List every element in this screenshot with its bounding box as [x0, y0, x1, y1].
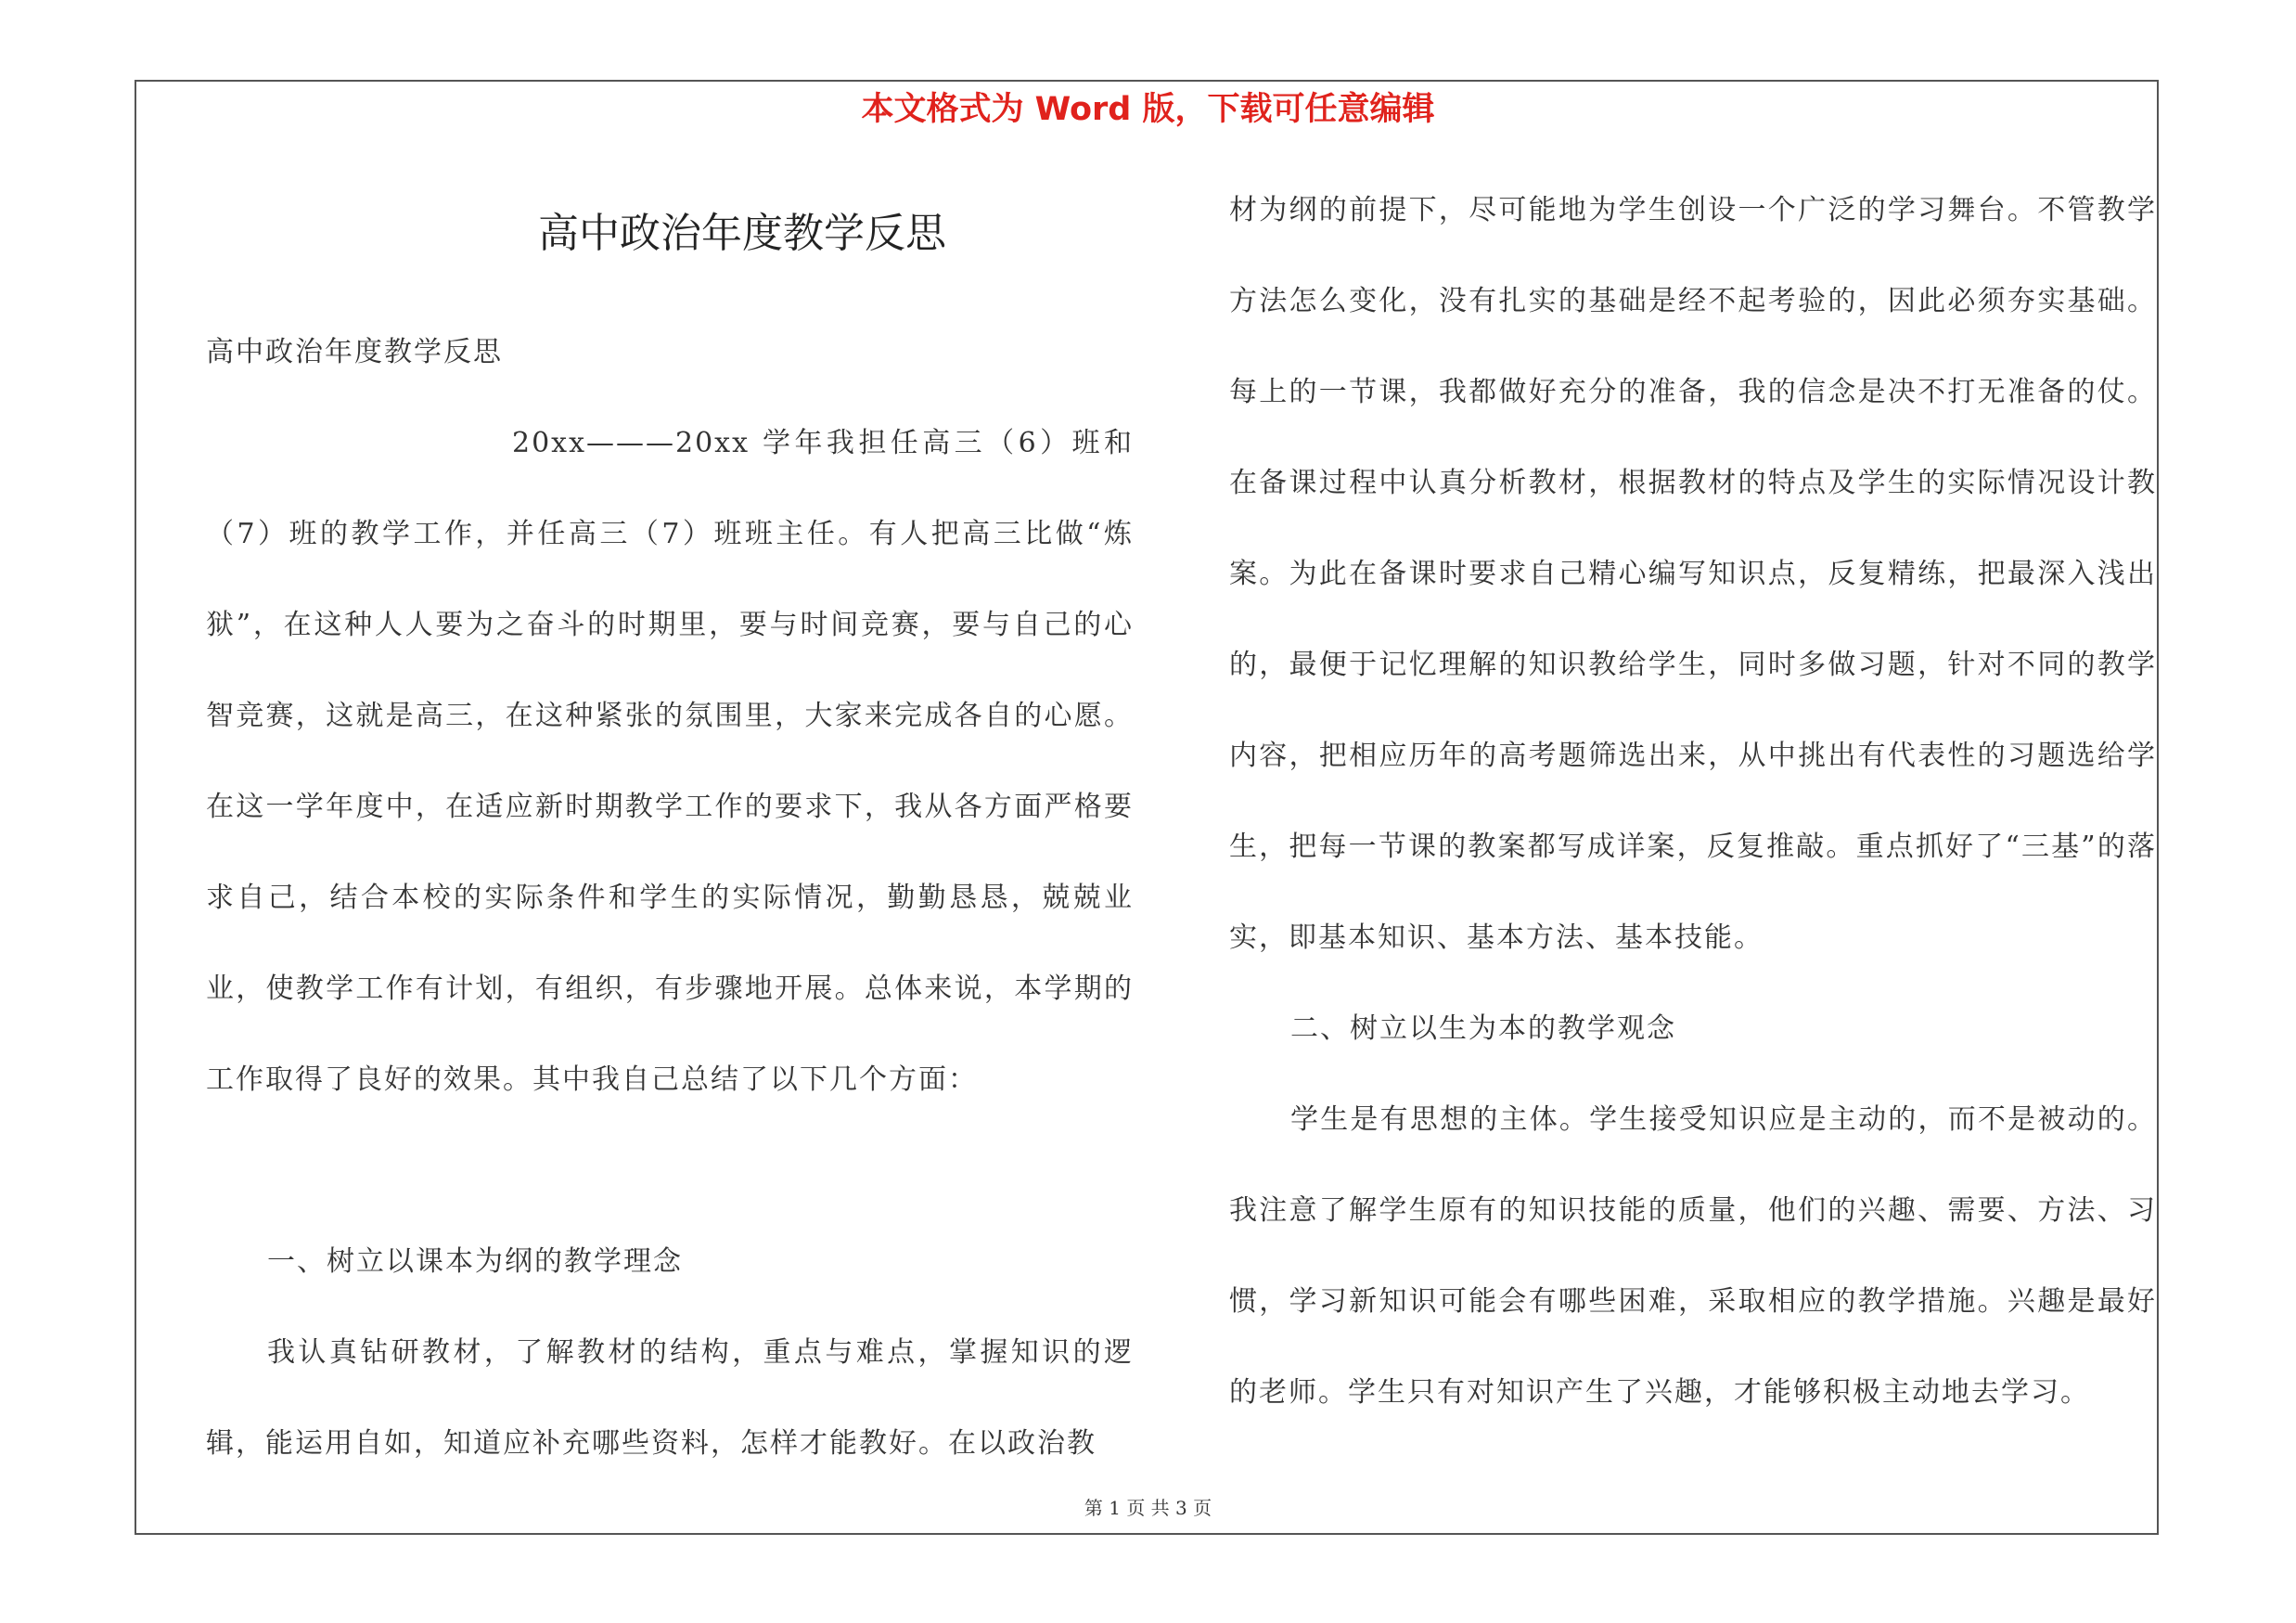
document-subtitle: 高中政治年度教学反思 [206, 336, 503, 368]
paragraph-section-2: 学生是有思想的主体。学生接受知识应是主动的，而不是被动的。我注意了解学生原有的知识技能的质量，他们的兴趣、需要、方法、习惯，学习新知识可能会有哪些困难，采取相应的教学措施。兴趣是最好的老师。学生只有对知识产生了兴趣，才能够积极主动地去学习。 [1229, 1103, 2157, 1409]
paragraph-section-1: 我认真钻研教材，了解教材的结构，重点与难点，掌握知识的逻辑，能运用自如，知道应补充哪些资料，怎样才能教好。在以政治教 [206, 1336, 1134, 1460]
section-heading-1: 一、树立以课本为纲的教学理念 [267, 1245, 683, 1278]
paragraph-section-1-continued: 材为纲的前提下，尽可能地为学生创设一个广泛的学习舞台。不管教学方法怎么变化，没有扎实的基础是经不起考验的，因此必须夯实基础。每上的一节课，我都做好充分的准备，我的信念是决不打无准备的仗。在备课过程中认真分析教材，根据教材的特点及学生的实际情况设计教案。为此在备课时要求自己精心编写知识点，反复精练，把最深入浅出的，最便于记忆理解的知识教给学生，同时多做习题，针对不同的教学内容，把相应历年的高考题筛选出来，从中挑出有代表性的习题选给学生，把每一节课的教案都写成详案，反复推敲。重点抓好了“三基”的落实，即基本知识、基本方法、基本技能。 [1229, 194, 2157, 954]
right-column [1229, 165, 2157, 1438]
page-number-footer: 第 1 页 共 3 页 [1084, 1497, 1212, 1519]
section-heading-2: 二、树立以生为本的教学观念 [1290, 1012, 1676, 1045]
format-banner: 本文格式为 Word 版，下载可任意编辑 [861, 91, 1435, 128]
paragraph-intro: 20xx———20xx 学年我担任高三（6）班和（7）班的教学工作，并任高三（7）班班主任。有人把高三比做“炼狱”，在这种人人要为之奋斗的时期里，要与时间竞赛，要与自己的心智竞赛，这就是高三，在这种紧张的氛围里，大家来完成各自的心愿。在这一学年度中，在适应新时期教学工作的要求下，我从各方面严格要求自己，结合本校的实际条件和学生的实际情况，勤勤恳恳，兢兢业业，使教学工作有计划，有组织，有步骤地开展。总体来说，本学期的工作取得了良好的效果。其中我自己总结了以下几个方面： [206, 427, 1134, 1096]
document-title: 高中政治年度教学反思 [538, 210, 946, 257]
left-column [206, 307, 1134, 1489]
